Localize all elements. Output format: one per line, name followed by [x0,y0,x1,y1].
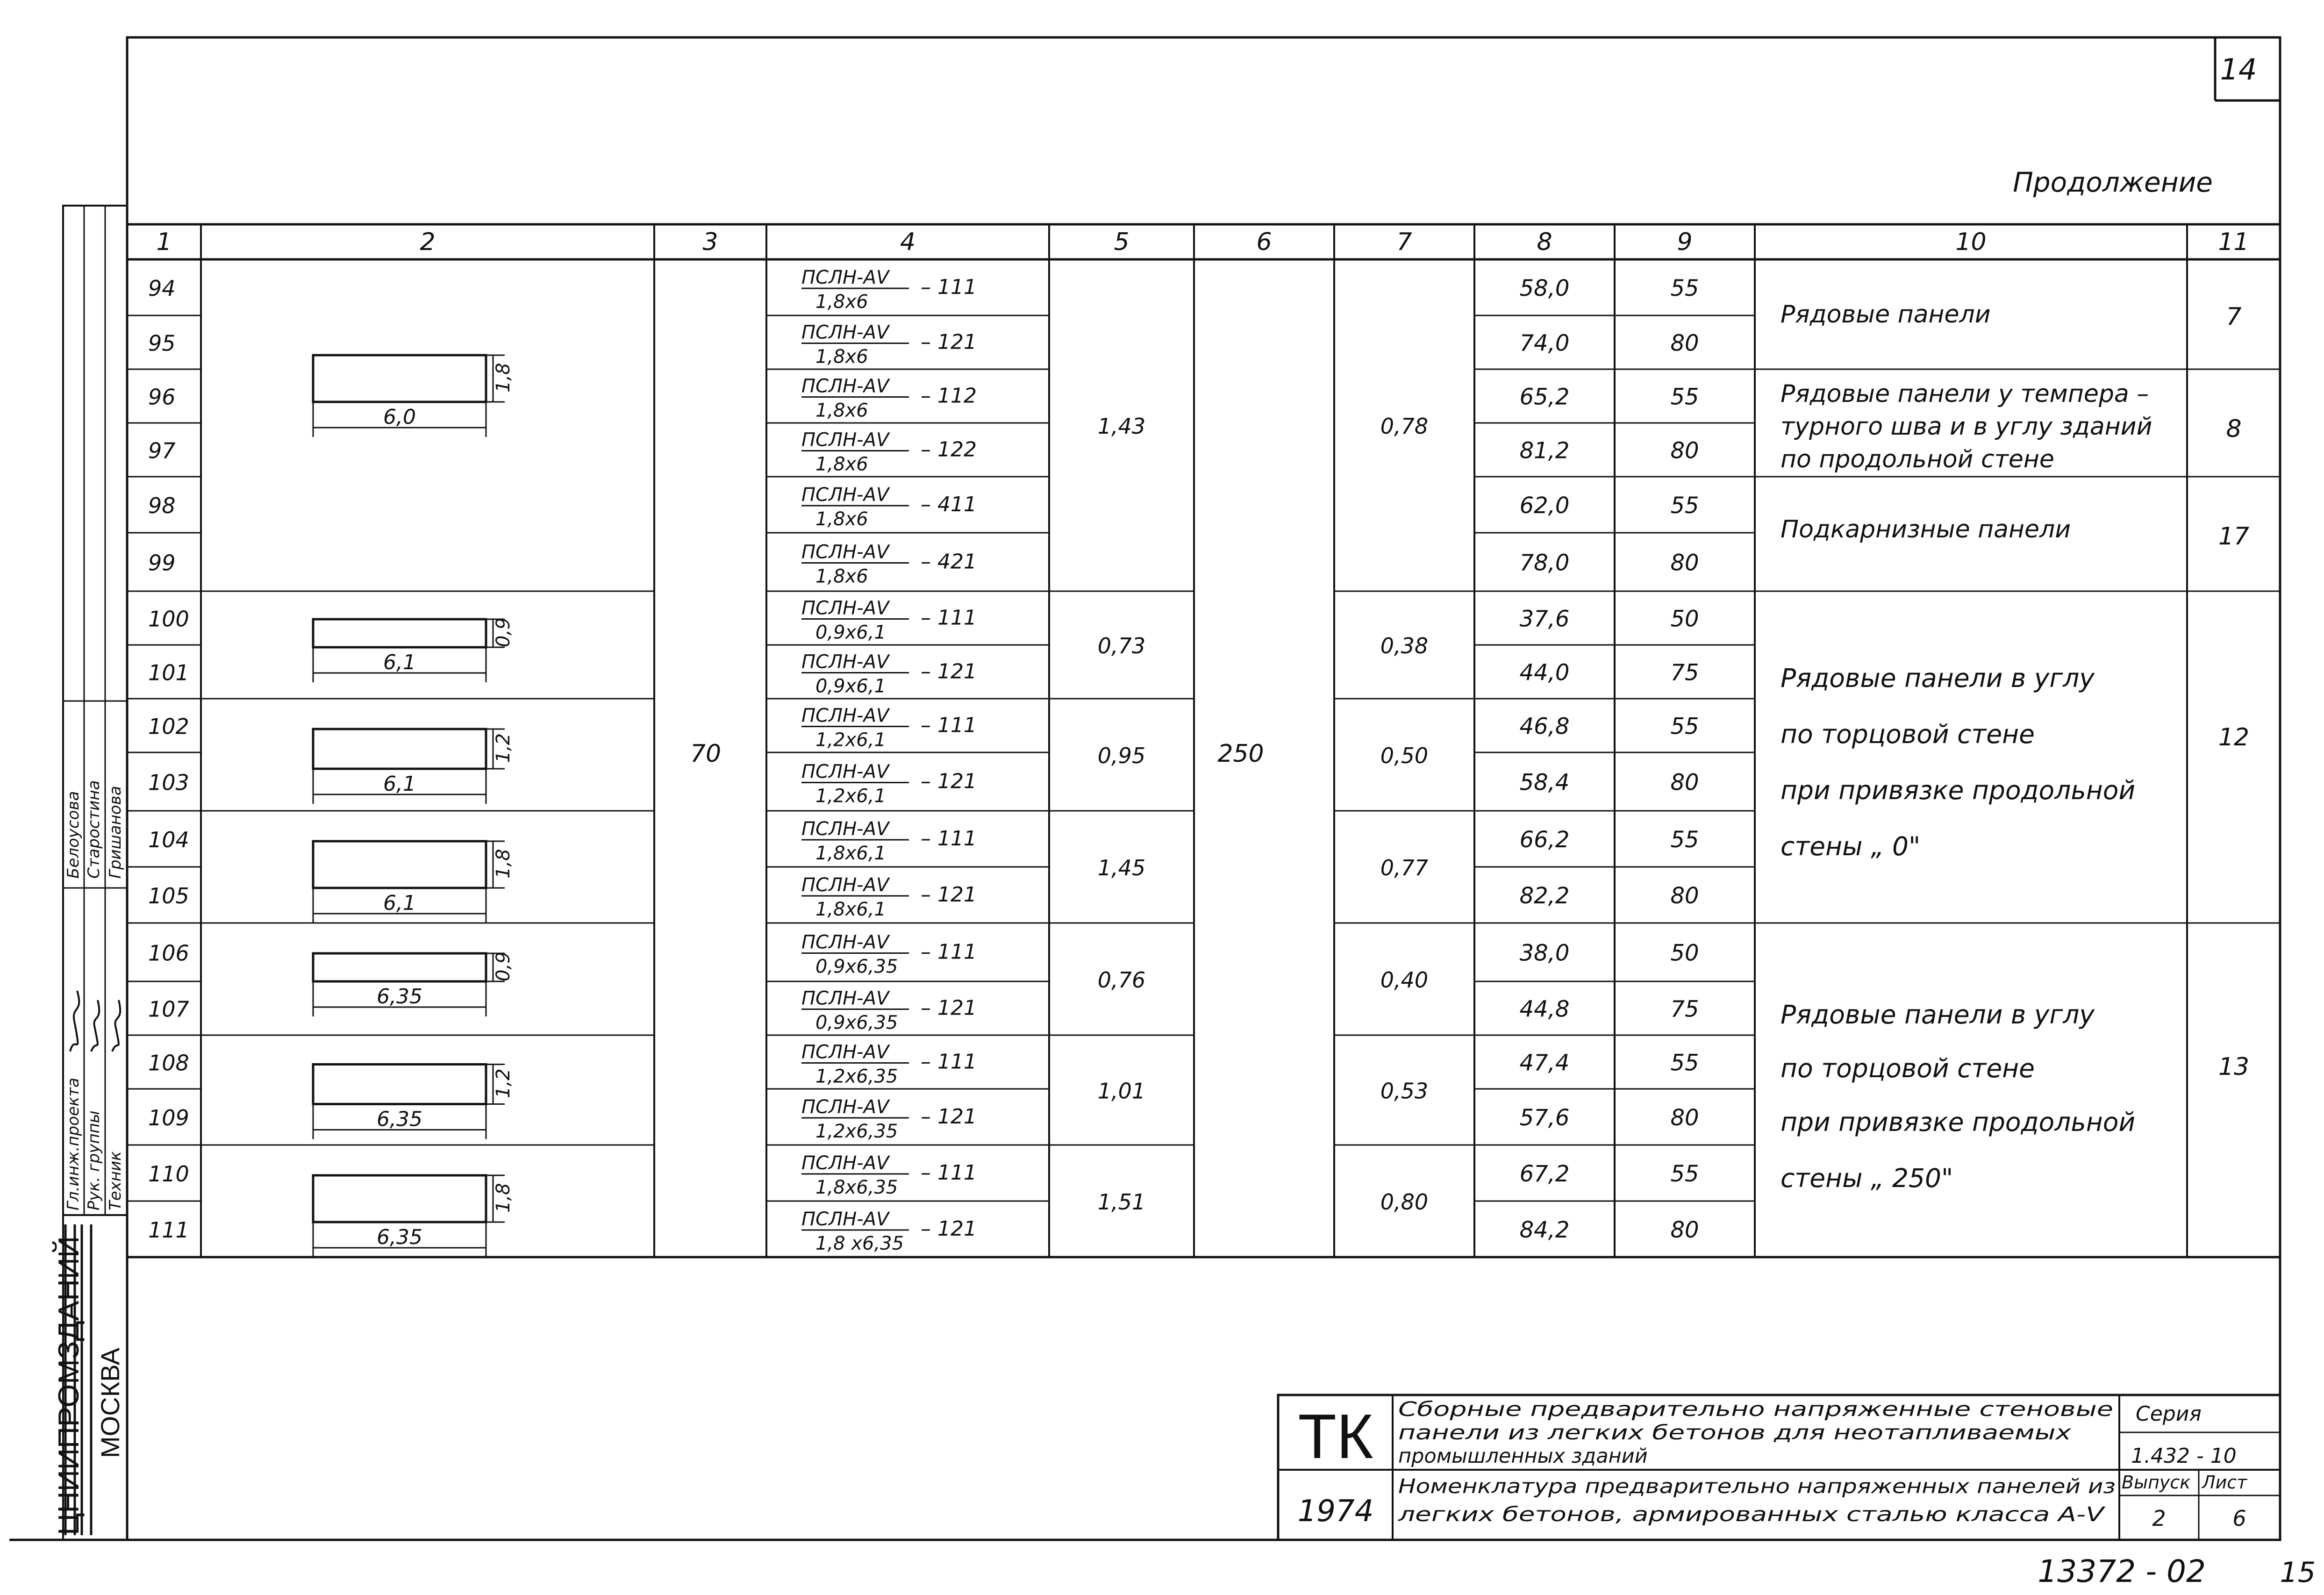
title-line-1: Сборные предварительно напряженные стеновые [1398,1398,2113,1421]
note-thermal-3: по продольной стене [1781,445,2054,473]
mass-value: 44,8 [1519,996,1570,1023]
stamp-name-2: Старостина [85,780,103,879]
stamp-name-3: Гришанова [106,786,125,879]
steel-value: 0,78 [1380,414,1429,439]
panel-outline [313,355,486,402]
row-number: 102 [148,714,189,739]
col3-value: 70 [690,740,722,768]
panel-width-label: 6,35 [377,985,422,1008]
row-number: 109 [148,1105,189,1130]
panel-mark-bottom: 0,9х6,35 [815,1012,898,1034]
grade-value: 55 [1670,1161,1699,1187]
panel-mark-suffix: – 121 [921,1105,977,1129]
grade-value: 75 [1670,996,1699,1023]
panel-height-label: 0,9 [493,617,514,647]
issue-value: 2 [2152,1506,2166,1531]
panel-outline [313,1175,486,1222]
steel-value: 0,38 [1380,633,1429,658]
title-line-2: панели из легких бетонов для неотапливаемых [1398,1421,2072,1445]
note-thermal-2: турного шва и в углу зданий [1781,413,2152,441]
year: 1974 [1297,1494,1374,1529]
note-corner0-4: стены „ 0" [1781,831,1921,861]
panel-mark-suffix: – 121 [921,769,977,794]
panel-mark-top: ПСЛН-АⅤ [801,1152,889,1174]
panel-mark-top: ПСЛН-АⅤ [801,818,889,840]
row-number: 96 [148,384,176,410]
note-corner0-2: по торцовой стене [1781,719,2035,749]
panel-height-label: 1,2 [493,1068,514,1098]
panel-mark-suffix: – 111 [921,827,977,851]
row-number: 101 [148,660,189,686]
panel-mark-bottom: 1,8х6 [815,565,868,587]
grade-value: 55 [1670,1050,1699,1076]
row-number: 103 [148,770,189,795]
mass-value: 47,4 [1519,1050,1570,1076]
grade-value: 55 [1670,384,1699,410]
volume-value: 1,01 [1097,1078,1146,1104]
panel-mark-top: ПСЛН-АⅤ [801,597,889,619]
panel-mark-bottom: 1,8х6 [815,400,868,422]
row-number: 110 [148,1161,189,1187]
mass-value: 58,4 [1519,769,1570,796]
grade-value: 50 [1670,606,1699,632]
series-value: 1.432 - 10 [2131,1444,2237,1468]
note-eaves: Подкарнизные панели [1781,515,2071,544]
grade-value: 55 [1670,827,1699,853]
stamp-role-chief: Гл.инж.проекта [64,1078,83,1210]
column-number: 2 [420,228,436,256]
mass-value: 84,2 [1519,1217,1570,1243]
sheet-value: 6 [2232,1506,2246,1531]
mass-value: 38,0 [1519,940,1570,966]
steel-value: 0,50 [1380,743,1429,768]
col11-g3: 17 [2218,522,2250,551]
panel-mark-suffix: – 121 [921,883,977,907]
volume-value: 0,76 [1097,967,1146,993]
corner-mark: 15 [2280,1556,2316,1589]
panel-mark-top: ПСЛН-АⅤ [801,874,889,896]
column-number: 6 [1256,228,1272,256]
panel-width-label: 6,35 [377,1107,422,1131]
volume-value: 1,51 [1097,1189,1146,1215]
column-number: 3 [702,228,718,256]
panel-height-label: 1,8 [493,363,514,393]
panel-mark-top: ПСЛН-АⅤ [801,931,889,953]
grade-value: 50 [1670,940,1699,966]
mass-value: 66,2 [1519,827,1570,853]
panel-mark-bottom: 1,8х6 [815,291,868,313]
mass-value: 62,0 [1519,493,1570,519]
panel-mark-suffix: – 411 [921,493,977,516]
col6-value: 250 [1217,740,1264,768]
mass-value: 44,0 [1519,659,1570,686]
sheet-label: Лист [2202,1472,2247,1493]
panel-sketches [313,355,514,1257]
mass-value: 74,0 [1519,330,1570,357]
panel-mark-top: ПСЛН-АⅤ [801,322,889,343]
panel-mark-bottom: 1,8х6 [815,346,868,368]
panel-mark-suffix: – 111 [921,940,977,964]
steel-value: 0,77 [1380,855,1429,880]
panel-mark-top: ПСЛН-АⅤ [801,541,889,563]
mass-value: 81,2 [1519,437,1570,464]
col11-g1: 7 [2226,303,2242,331]
column-number: 7 [1396,228,1412,256]
panel-height-label: 0,9 [493,951,514,981]
column-number: 11 [2218,228,2249,256]
panel-outline [313,619,486,647]
mass-value: 58,0 [1519,275,1570,301]
sheet-number: 14 [2220,52,2257,86]
panel-mark-suffix: – 121 [921,1217,977,1241]
column-number: 1 [156,228,172,256]
panel-mark-top: ПСЛН-АⅤ [801,375,889,397]
panel-mark-suffix: – 111 [921,606,977,630]
grade-value: 80 [1670,550,1699,576]
panel-mark-bottom: 1,8х6,1 [815,899,886,920]
panel-mark-suffix: – 121 [921,996,977,1020]
panel-mark-bottom: 1,8х6,1 [815,843,886,864]
panel-mark-top: ПСЛН-АⅤ [801,267,889,288]
note-thermal-1: Рядовые панели у темпера – [1781,380,2149,408]
mass-value: 67,2 [1519,1161,1570,1187]
row-number: 106 [148,940,189,966]
row-number: 100 [148,606,189,632]
grade-value: 55 [1670,275,1699,301]
inventory-number: 13372 - 02 [2038,1553,2206,1589]
panel-mark-bottom: 0,9х6,1 [815,622,886,644]
column-number: 9 [1677,228,1693,256]
city: МОСКВА [95,1347,125,1458]
note-corner250-2: по торцовой стене [1781,1053,2035,1083]
stamp-role-group: Рук. группы [85,1110,103,1210]
grade-value: 80 [1670,330,1699,357]
grade-value: 75 [1670,659,1699,686]
mass-value: 78,0 [1519,550,1570,576]
panel-outline [313,841,486,888]
mass-value: 57,6 [1519,1105,1570,1131]
panel-mark-bottom: 1,2х6,35 [815,1121,898,1142]
steel-value: 0,53 [1380,1078,1429,1104]
panel-mark-top: ПСЛН-АⅤ [801,761,889,783]
panel-mark-bottom: 1,8 х6,35 [815,1233,904,1254]
panel-mark-suffix: – 111 [921,713,977,737]
grade-value: 80 [1670,1105,1699,1131]
panel-mark-bottom: 0,9х6,35 [815,956,898,978]
title-line-3: промышленных зданий [1398,1445,1648,1468]
panel-width-label: 6,1 [383,772,416,796]
panel-mark-suffix: – 111 [921,1161,977,1185]
panel-height-label: 1,8 [493,1183,514,1213]
panel-width-label: 6,1 [383,651,416,674]
row-number: 98 [148,493,176,518]
row-number: 95 [148,330,176,356]
panel-outline [313,953,486,981]
subtitle-line-2: легких бетонов, армированных сталью класса А-Ⅴ [1397,1503,2106,1526]
panel-mark-top: ПСЛН-АⅤ [801,651,889,673]
steel-value: 0,40 [1380,967,1429,993]
note-row-ordinary: Рядовые панели [1781,300,1991,329]
grade-value: 55 [1670,713,1699,740]
panel-width-label: 6,1 [383,891,416,915]
grade-value: 55 [1670,493,1699,519]
column-number: 4 [900,228,916,256]
note-corner0-3: при привязке продольной [1781,775,2136,805]
panel-mark-suffix: – 112 [921,384,977,408]
row-number: 108 [148,1050,189,1076]
grade-value: 80 [1670,883,1699,909]
panel-mark-top: ПСЛН-АⅤ [801,987,889,1009]
panel-mark-suffix: – 421 [921,550,977,574]
note-corner250-3: при привязке продольной [1781,1107,2136,1137]
stamp-name-1: Белоусова [64,791,83,879]
panel-mark-bottom: 1,2х6,1 [815,785,886,807]
panel-height-label: 1,2 [493,733,514,763]
panel-mark-suffix: – 121 [921,659,977,684]
issue-label: Выпуск [2122,1472,2191,1493]
row-number: 104 [148,827,189,852]
panel-mark-top: ПСЛН-АⅤ [801,1096,889,1118]
row-number: 97 [148,438,176,464]
continuation-label: Продолжение [2013,166,2213,198]
row-number: 99 [148,550,176,576]
col11-g5: 13 [2218,1053,2250,1081]
volume-value: 1,43 [1097,414,1146,439]
grade-value: 80 [1670,1217,1699,1243]
stamp-role-tech: Техник [106,1151,125,1210]
panel-mark-top: ПСЛН-АⅤ [801,429,889,451]
panel-mark-top: ПСЛН-АⅤ [801,1209,889,1230]
note-corner250-4: стены „ 250" [1781,1163,1953,1193]
series-label: Серия [2136,1402,2202,1426]
panel-width-label: 6,0 [383,405,416,429]
volume-value: 0,73 [1097,633,1146,658]
col11-g2: 8 [2226,415,2242,443]
row-number: 111 [148,1217,189,1243]
note-corner0-1: Рядовые панели в углу [1781,663,2095,693]
mass-value: 82,2 [1519,883,1570,909]
org-barcode-text: ЦНИИПРОМЗДАНИЙ [53,1246,85,1535]
panel-mark-top: ПСЛН-АⅤ [801,1041,889,1063]
panel-mark-suffix: – 111 [921,275,977,299]
column-number: 10 [1955,228,1987,256]
panel-mark-top: ПСЛН-АⅤ [801,484,889,506]
panel-outline [313,1065,486,1104]
panel-mark-top: ПСЛН-АⅤ [801,705,889,727]
mass-value: 65,2 [1519,384,1570,410]
panel-mark-bottom: 1,8х6 [815,453,868,475]
panel-mark-suffix: – 111 [921,1050,977,1074]
row-number: 107 [148,996,189,1022]
grade-value: 80 [1670,769,1699,796]
panel-width-label: 6,35 [377,1225,422,1249]
mass-value: 37,6 [1519,606,1570,632]
panel-outline [313,729,486,769]
tk-logo: ТК [1298,1401,1373,1472]
panel-mark-suffix: – 121 [921,330,977,354]
panel-mark-bottom: 1,8х6,35 [815,1177,898,1198]
volume-value: 1,45 [1097,855,1146,880]
subtitle-line-1: Номенклатура предварительно напряженных панелей из [1398,1475,2116,1498]
panel-mark-bottom: 0,9х6,1 [815,675,886,697]
note-corner250-1: Рядовые панели в углу [1781,1000,2095,1030]
volume-value: 0,95 [1097,743,1146,768]
column-number: 8 [1537,228,1552,256]
panel-mark-bottom: 1,2х6,1 [815,729,886,751]
panel-height-label: 1,8 [493,849,514,879]
panel-mark-bottom: 1,8х6 [815,508,868,530]
column-number: 5 [1114,228,1130,256]
signature-scribbles [70,991,120,1051]
grade-value: 80 [1670,437,1699,464]
col11-g4: 12 [2218,723,2250,751]
steel-value: 0,80 [1380,1189,1429,1215]
row-number: 105 [148,883,189,908]
panel-mark-suffix: – 122 [921,437,977,462]
mass-value: 46,8 [1519,713,1570,740]
row-number: 94 [148,276,176,301]
panel-mark-bottom: 1,2х6,35 [815,1066,898,1087]
